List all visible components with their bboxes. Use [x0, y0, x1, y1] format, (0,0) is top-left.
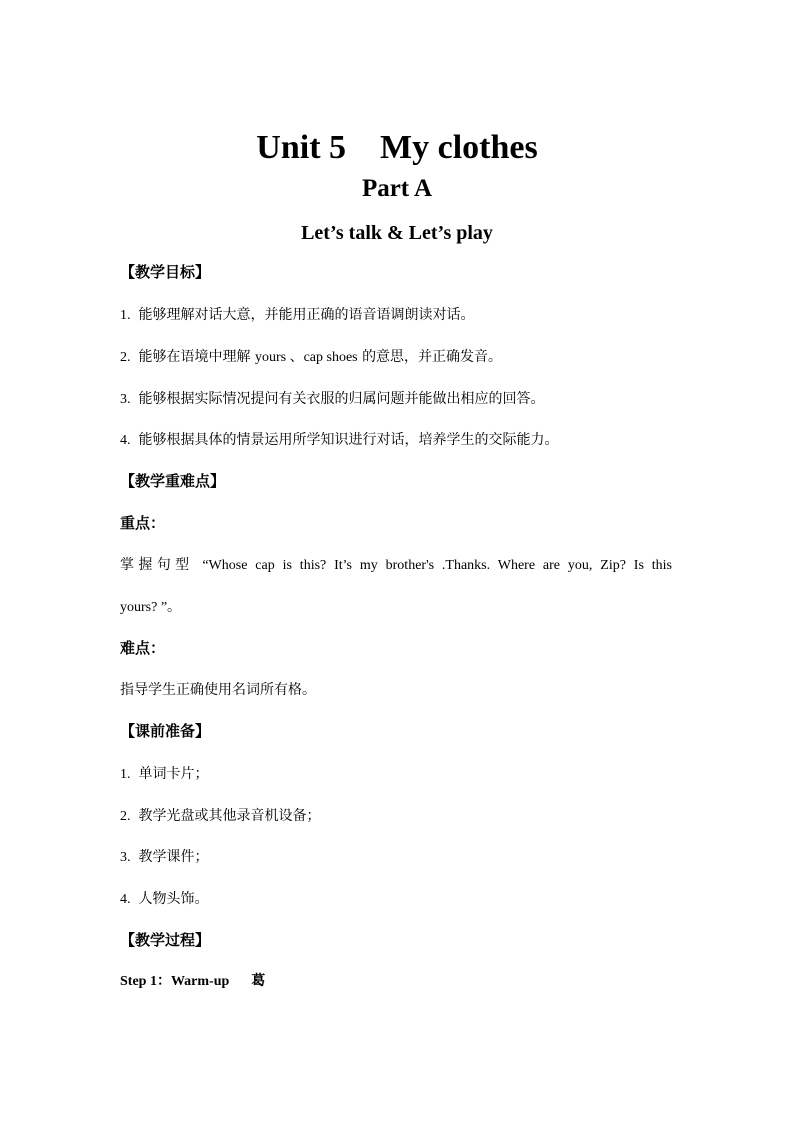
preparation-number: 2. [120, 809, 131, 824]
preparation-text: 单词卡片； [138, 766, 209, 782]
objective-item [120, 389, 680, 410]
focus-sentence-intro: 掌握句型 [120, 557, 194, 573]
key-points-heading: 【教学重难点】 [120, 472, 226, 490]
step-1-heading [120, 972, 680, 992]
step-1-extra-glyph: 葛 [251, 974, 266, 989]
preparation-heading: 【课前准备】 [120, 722, 211, 740]
focus-sentence-text: “Whose cap is this? It’s my brother's .Thanks. Where are you, Zip? Is this [202, 558, 673, 573]
document-part: Part A [361, 175, 433, 202]
lesson-title: Let’s talk & Let’s play [301, 222, 493, 244]
step-1-label: Step 1：Warm-up [120, 974, 230, 989]
focus-sentence-line-1 [120, 555, 672, 576]
objective-item [120, 305, 680, 326]
preparation-item [120, 847, 680, 868]
preparation-text: 教学光盘或其他录音机设备； [138, 808, 321, 824]
objective-text-part-c: 的意思，并正确发音。 [362, 349, 503, 365]
document-title: Unit 5 My clothes [256, 129, 538, 166]
preparation-item [120, 764, 680, 785]
preparation-text: 人物头饰。 [138, 891, 209, 907]
difficulty-text: 指导学生正确使用名词所有格。 [120, 682, 316, 698]
preparation-item [120, 806, 680, 827]
preparation-number: 4. [120, 892, 131, 907]
objective-number: 1. [120, 308, 131, 323]
objective-text-part-b: yours 、cap shoes [254, 350, 358, 365]
objective-text-part-a: 能够在语境中理解 [138, 349, 251, 365]
focus-label: 重点： [120, 514, 166, 532]
objective-text: 能够理解对话大意，并能用正确的语音语调朗读对话。 [138, 307, 475, 323]
objectives-heading: 【教学目标】 [120, 263, 211, 281]
difficulty-label: 难点： [120, 639, 166, 657]
objective-item [120, 347, 680, 368]
objective-number: 2. [120, 350, 131, 365]
focus-sentence-text-end: yours? ”。 [120, 600, 182, 615]
preparation-number: 1. [120, 767, 131, 782]
objective-item [120, 430, 680, 451]
preparation-item [120, 889, 680, 910]
objective-text: 能够根据具体的情景运用所学知识进行对话，培养学生的交际能力。 [138, 432, 559, 448]
objective-number: 3. [120, 392, 131, 407]
preparation-text: 教学课件； [138, 849, 209, 865]
process-heading: 【教学过程】 [120, 931, 211, 949]
focus-sentence-line-2 [120, 597, 680, 618]
objective-text: 能够根据实际情况提问有关衣服的归属问题并能做出相应的回答。 [138, 391, 545, 407]
objective-number: 4. [120, 433, 131, 448]
preparation-number: 3. [120, 850, 131, 865]
